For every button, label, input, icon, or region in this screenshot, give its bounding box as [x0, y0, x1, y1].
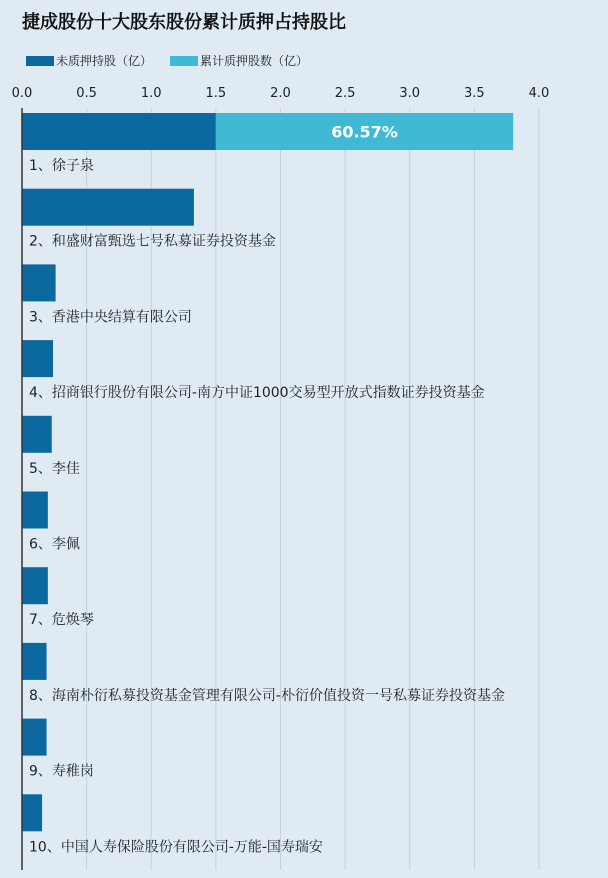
- category-label: 4、招商银行股份有限公司-南方中证1000交易型开放式指数证券投资基金: [29, 385, 485, 402]
- bar-unpledged: [22, 567, 48, 604]
- bar-unpledged: [22, 113, 216, 150]
- x-tick-label: 4.0: [528, 86, 550, 101]
- bar-unpledged: [22, 189, 194, 226]
- bar-unpledged: [22, 264, 56, 301]
- category-label: 9、寿稚岗: [29, 763, 94, 780]
- bar-unpledged: [22, 416, 52, 453]
- category-label: 1、徐子泉: [29, 158, 94, 174]
- bar-unpledged: [22, 643, 47, 680]
- legend-label: 未质押持股（亿）: [56, 54, 153, 68]
- x-tick-label: 2.5: [334, 86, 356, 101]
- legend-label: 累计质押股数（亿）: [200, 54, 309, 68]
- bar-unpledged: [22, 492, 48, 529]
- category-label: 3、香港中央结算有限公司: [29, 309, 192, 326]
- bar-unpledged: [22, 340, 53, 377]
- category-label: 10、中国人寿保险股份有限公司-万能-国寿瑞安: [29, 839, 323, 856]
- category-label: 5、李佳: [29, 460, 80, 477]
- x-tick-label: 0.0: [11, 86, 33, 101]
- x-tick-label: 0.5: [76, 86, 97, 101]
- category-label: 8、海南朴衍私募投资基金管理有限公司-朴衍价值投资一号私募证券投资基金: [29, 687, 505, 704]
- category-label: 6、李佩: [29, 536, 80, 553]
- bar-unpledged: [22, 719, 47, 756]
- category-label: 7、危焕琴: [29, 612, 94, 629]
- chart-title: 捷成股份十大股东股份累计质押占持股比: [22, 12, 346, 33]
- x-tick-label: 3.5: [464, 86, 485, 101]
- x-tick-label: 1.5: [205, 86, 227, 101]
- category-label: 2、和盛财富甄选七号私募证券投资基金: [29, 233, 276, 250]
- x-tick-label: 2.0: [270, 86, 291, 101]
- data-label: 60.57%: [331, 122, 398, 142]
- x-tick-label: 1.0: [140, 86, 162, 101]
- bar-unpledged: [22, 794, 42, 831]
- x-tick-label: 3.0: [399, 86, 421, 101]
